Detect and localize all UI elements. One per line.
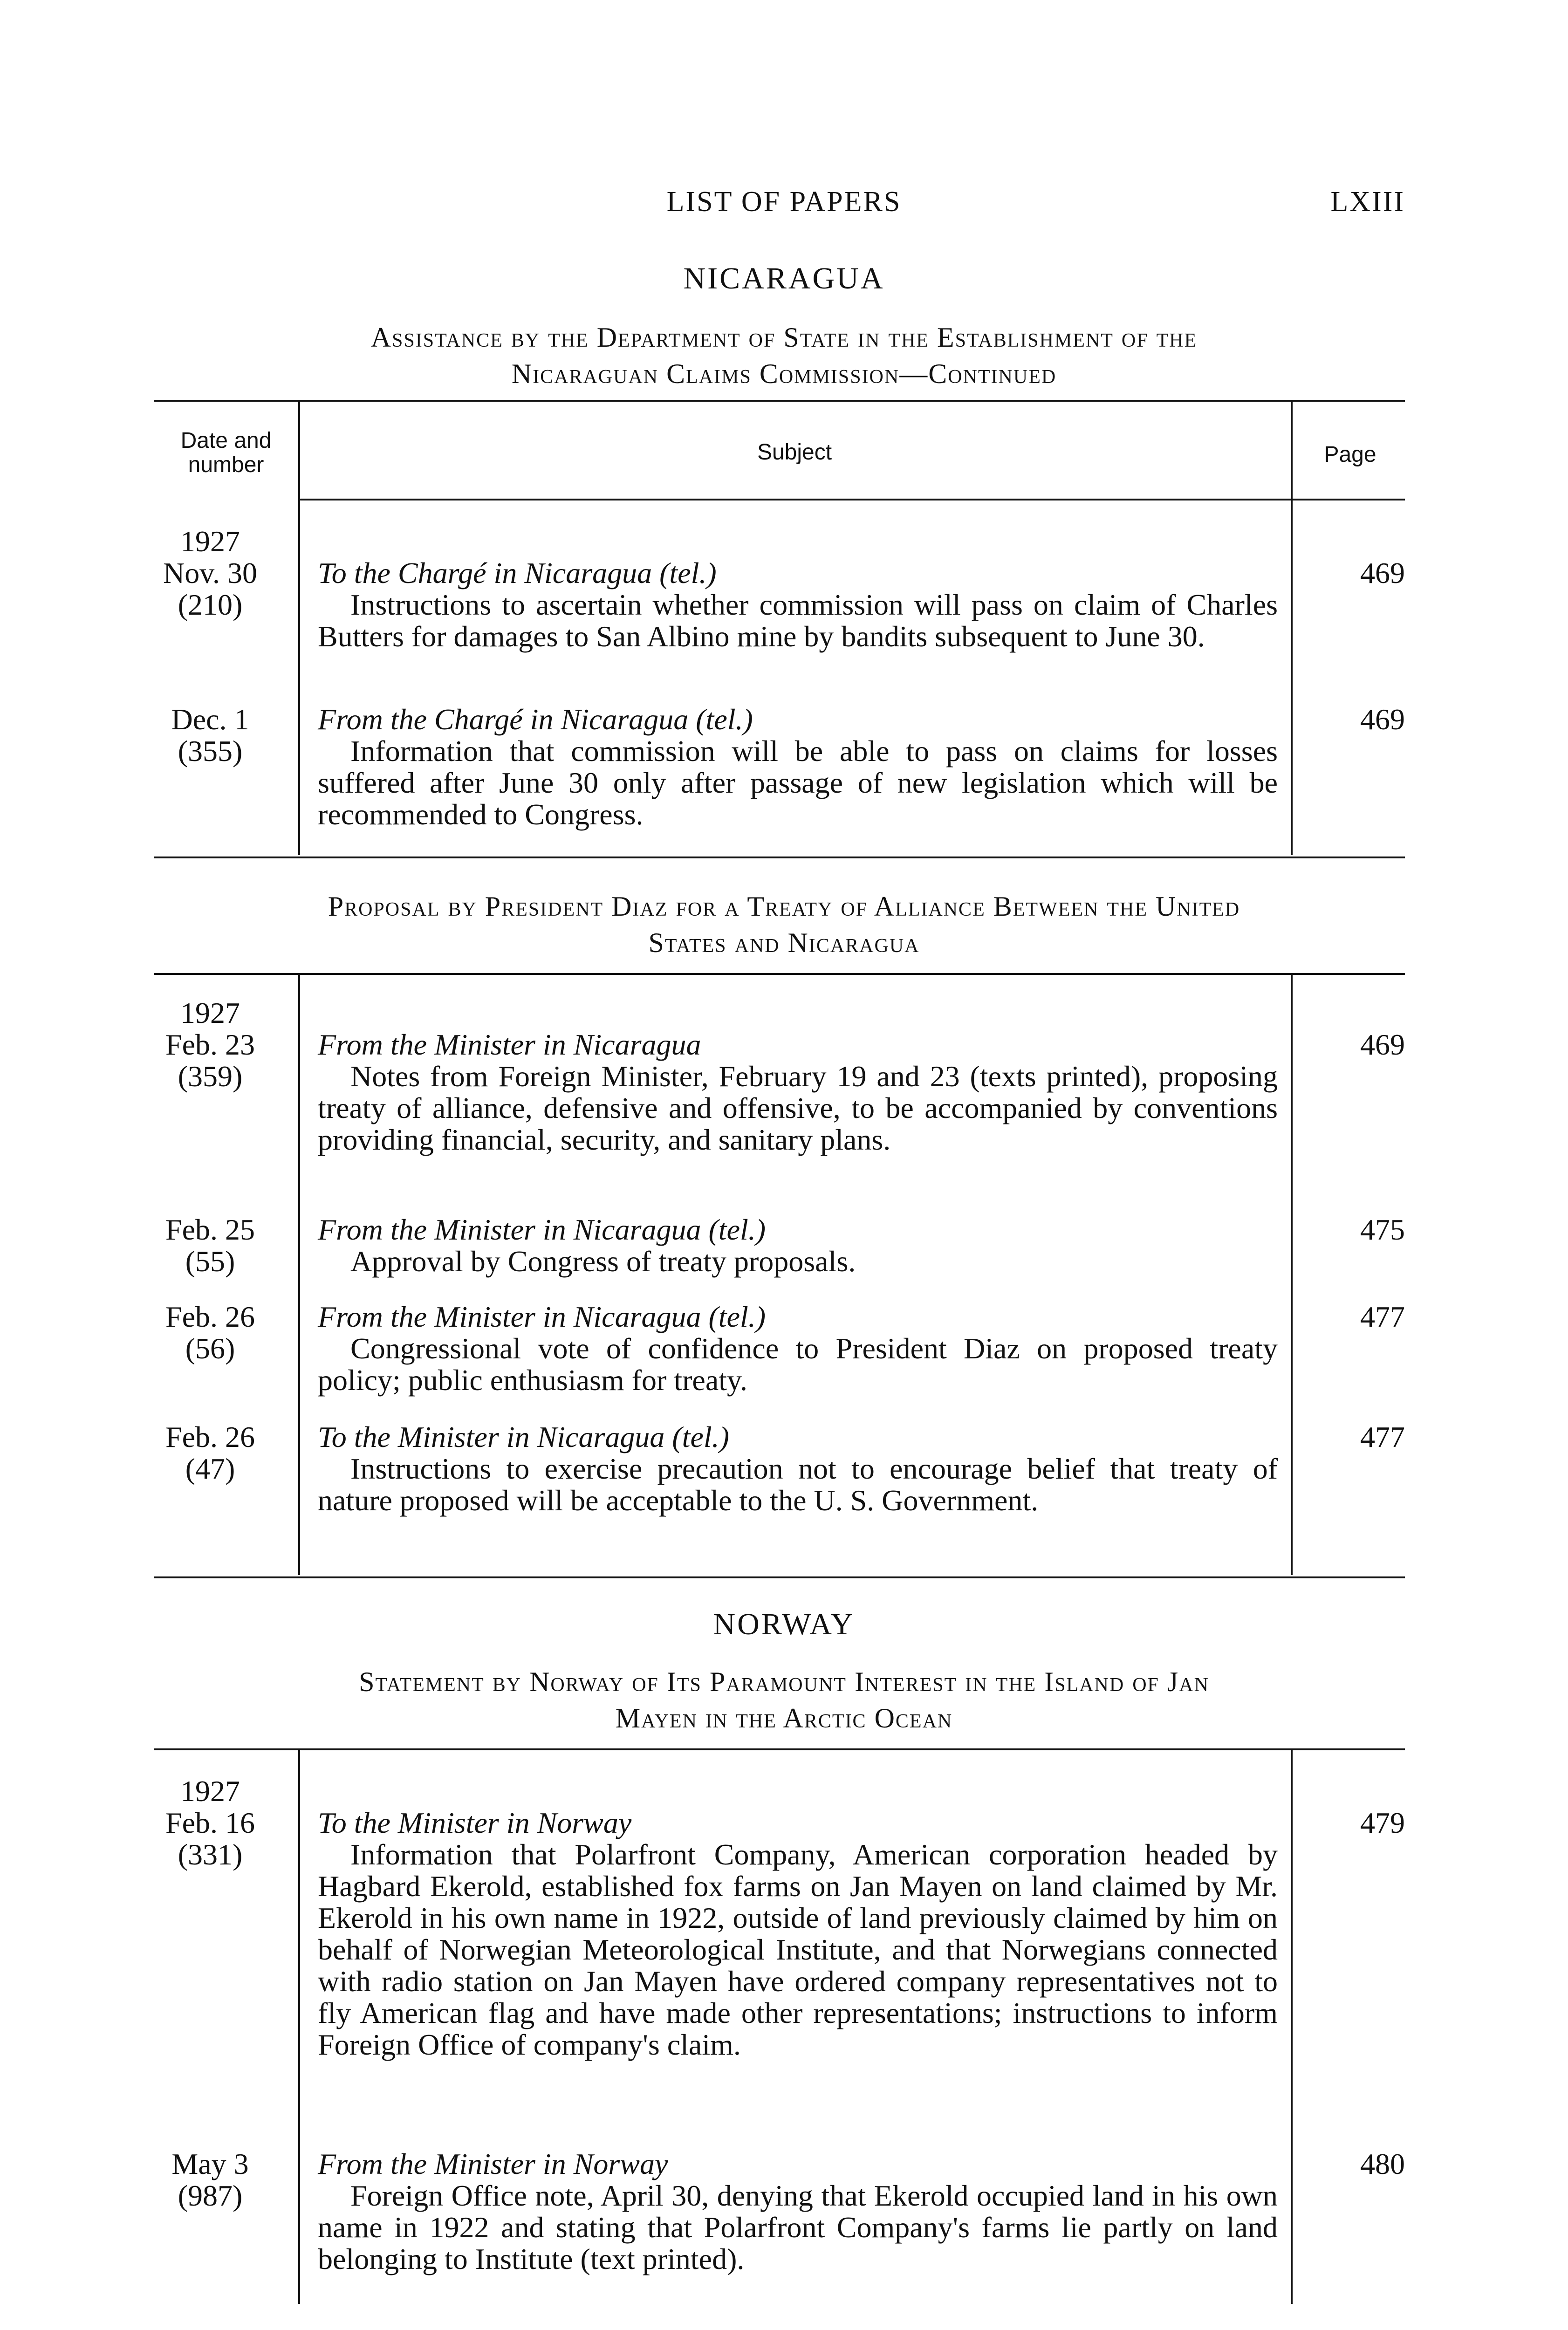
country-heading-nicaragua: NICARAGUA bbox=[683, 261, 885, 295]
entry-page: 475 bbox=[1360, 1213, 1405, 1246]
section-heading-line: Proposal by President Diaz for a Treaty of Alliance Between the United bbox=[328, 891, 1240, 922]
table-rule bbox=[154, 857, 1405, 858]
entry-title: From the Minister in Nicaragua bbox=[318, 1028, 701, 1061]
entry-number: (331) bbox=[178, 1838, 243, 1871]
entry-page: 477 bbox=[1360, 1300, 1405, 1333]
table-column-divider bbox=[298, 1749, 300, 2304]
table-header-rule bbox=[298, 499, 1405, 500]
entry-title: To the Minister in Nicaragua (tel.) bbox=[318, 1420, 729, 1453]
table-column-divider bbox=[1291, 1749, 1293, 2304]
entry-number: (359) bbox=[178, 1060, 243, 1093]
entry-page: 480 bbox=[1360, 2147, 1405, 2180]
entry-description: Instructions to ascertain whether commission will pass on claim of Charles Butters for damages to San Albino mine by bandits subsequent to June 30. bbox=[318, 588, 1278, 653]
entry-title: To the Chargé in Nicaragua (tel.) bbox=[318, 556, 717, 589]
table-column-divider bbox=[298, 974, 300, 1575]
entry-title: From the Chargé in Nicaragua (tel.) bbox=[318, 703, 753, 736]
page-number-roman: LXIII bbox=[1330, 186, 1405, 218]
table-rule bbox=[154, 1748, 1405, 1750]
table-column-divider bbox=[298, 401, 300, 855]
entry-page: 477 bbox=[1360, 1420, 1405, 1453]
entry-date: Nov. 30 bbox=[163, 556, 258, 589]
entry-number: (47) bbox=[185, 1452, 235, 1485]
entry-page: 469 bbox=[1360, 1028, 1405, 1061]
column-header-page: Page bbox=[1324, 442, 1376, 467]
entry-title: To the Minister in Norway bbox=[318, 1806, 632, 1839]
table-column-divider bbox=[1291, 974, 1293, 1575]
entry-number: (210) bbox=[178, 588, 243, 621]
entry-date: May 3 bbox=[171, 2147, 249, 2180]
entry-title: From the Minister in Nicaragua (tel.) bbox=[318, 1300, 766, 1333]
entry-date: Dec. 1 bbox=[171, 703, 249, 736]
column-header-date: Date and number bbox=[180, 428, 272, 477]
section-heading-line: Statement by Norway of Its Paramount Interest in the Island of Jan bbox=[359, 1666, 1209, 1697]
entry-description: Notes from Foreign Minister, February 19 and 23 (texts printed), proposing treaty of alliance, defensive and offensive, to be accompanied by conventions providing financial, security, and sanitary plans. bbox=[318, 1060, 1278, 1156]
section-heading-jan-mayen bbox=[140, 1664, 1428, 1736]
country-heading-norway: NORWAY bbox=[713, 1607, 855, 1641]
year-label: 1927 bbox=[180, 1775, 240, 1808]
year-label: 1927 bbox=[180, 525, 240, 558]
table-rule bbox=[154, 973, 1405, 975]
section-heading-claims-commission bbox=[140, 319, 1428, 392]
entry-date: Feb. 16 bbox=[165, 1806, 255, 1839]
entry-date: Feb. 26 bbox=[165, 1420, 255, 1453]
entry-page: 479 bbox=[1360, 1806, 1405, 1839]
section-heading-line: Mayen in the Arctic Ocean bbox=[615, 1703, 953, 1734]
table-column-divider bbox=[1291, 401, 1293, 855]
section-heading-line: States and Nicaragua bbox=[648, 927, 920, 958]
entry-page: 469 bbox=[1360, 703, 1405, 736]
entry-description: Approval by Congress of treaty proposals. bbox=[350, 1245, 856, 1278]
year-label: 1927 bbox=[180, 996, 240, 1029]
entry-number: (55) bbox=[185, 1245, 235, 1278]
entry-title: From the Minister in Norway bbox=[318, 2147, 668, 2180]
entry-date: Feb. 23 bbox=[165, 1028, 255, 1061]
entry-page: 469 bbox=[1360, 556, 1405, 589]
section-heading-line: Nicaraguan Claims Commission—Continued bbox=[511, 358, 1057, 389]
entry-description: Information that commission will be able to pass on claims for losses suffered after June 30 only after passage of new legislation which will be recommended to Congress. bbox=[318, 734, 1278, 831]
section-heading-line: Assistance by the Department of State in the Establishment of the bbox=[370, 322, 1198, 353]
entry-number: (355) bbox=[178, 734, 243, 768]
column-header-subject: Subject bbox=[757, 440, 832, 465]
entry-date: Feb. 25 bbox=[165, 1213, 255, 1246]
running-head-title: LIST OF PAPERS bbox=[666, 186, 902, 218]
entry-description: Information that Polarfront Company, American corporation headed by Hagbard Ekerold, established fox farms on Jan Mayen on land claimed by Mr. Ekerold in his own name in 1922, outside of land previously claimed by him on behalf of Norwegian Meteorological Institute, and that Norwegians connected with radio station on Jan Mayen have ordered company representatives not to fly American flag and have made other representations; instructions to inform Foreign Office of company's claim. bbox=[318, 1838, 1278, 2061]
entry-description: Congressional vote of confidence to President Diaz on proposed treaty policy; public enthusiasm for treaty. bbox=[318, 1332, 1278, 1397]
section-heading-treaty-proposal bbox=[140, 888, 1428, 961]
entry-date: Feb. 26 bbox=[165, 1300, 255, 1333]
entry-description: Instructions to exercise precaution not to encourage belief that treaty of nature proposed will be acceptable to the U. S. Government. bbox=[318, 1452, 1278, 1517]
entry-number: (987) bbox=[178, 2179, 243, 2212]
entry-number: (56) bbox=[185, 1332, 235, 1365]
table-rule bbox=[154, 1576, 1405, 1578]
table-rule bbox=[154, 400, 1405, 402]
entry-title: From the Minister in Nicaragua (tel.) bbox=[318, 1213, 766, 1246]
entry-description: Foreign Office note, April 30, denying that Ekerold occupied land in his own name in 1922 and stating that Polarfront Company's farms lie partly on land belonging to Institute (text printed). bbox=[318, 2179, 1278, 2275]
